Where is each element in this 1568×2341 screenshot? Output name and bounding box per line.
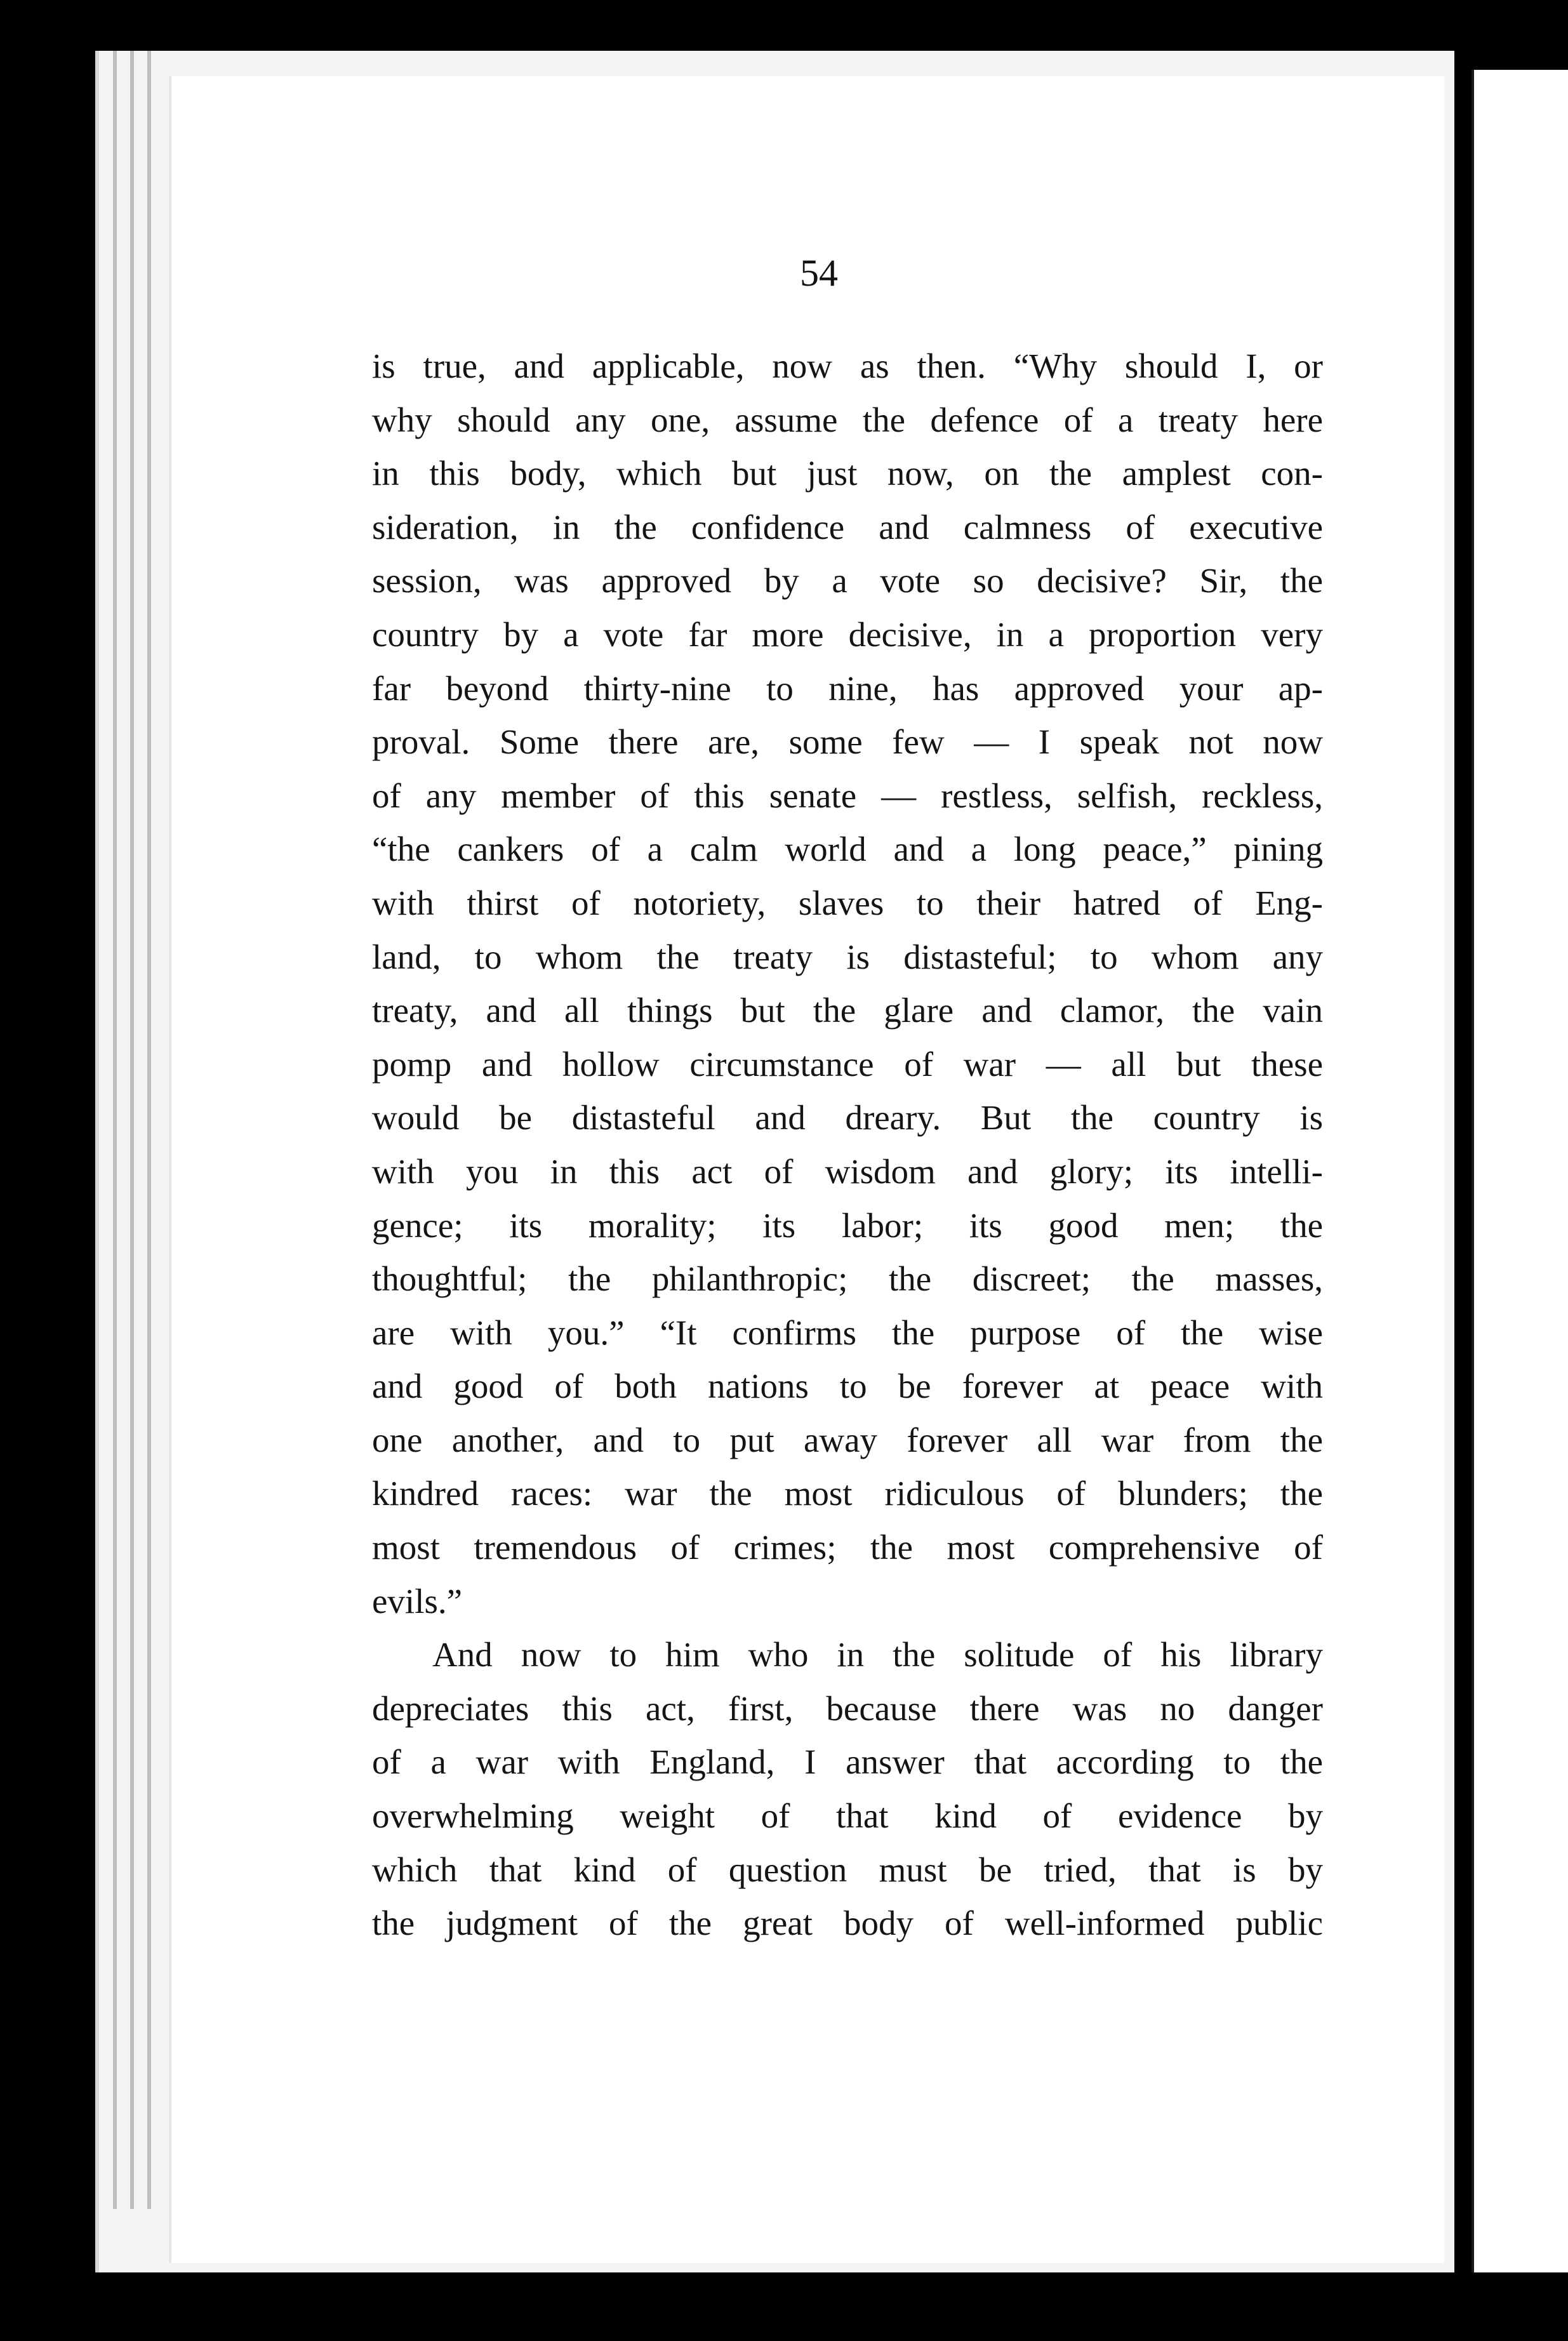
text-line: sideration, in the confidence and calmness of executive [372,507,1323,547]
text-line: kindred races: war the most ridiculous of blunders; the [372,1474,1323,1513]
text-line: why should any one, assume the defence of a treaty here [372,400,1323,439]
text-line: pomp and hollow circumstance of war — all but these [372,1044,1323,1084]
page-number: 54 [800,252,838,294]
text-line: of any member of this senate — restless, selfish, reckless, [372,776,1323,815]
text-line: are with you.” “It confirms the purpose of the wise [372,1313,1323,1352]
text-line: in this body, which but just now, on the amplest con- [372,454,1323,493]
page-edge-line [113,51,117,2209]
text-line: of a war with England, I answer that according to the [372,1742,1323,1782]
adjacent-page-edge [1472,70,1568,2272]
text-line: most tremendous of crimes; the most comprehensive of [372,1528,1323,1567]
text-line: one another, and to put away forever all war from the [372,1420,1323,1459]
text-line: would be distasteful and dreary. But the country is [372,1098,1323,1137]
text-line: is true, and applicable, now as then. “Why should I, or [372,347,1323,385]
text-line: treaty, and all things but the glare and clamor, the vain [372,991,1323,1030]
text-line: with thirst of notoriety, slaves to their hatred of Eng- [372,883,1323,922]
text-line: which that kind of question must be tried, that is by [372,1850,1323,1889]
text-line: far beyond thirty-nine to nine, has approved your ap- [372,668,1323,708]
text-line: session, was approved by a vote so decisive? Sir, the [372,561,1323,600]
text-line: And now to him who in the solitude of his library [432,1635,1323,1675]
page-edge-line [147,51,151,2209]
text-line: gence; its morality; its labor; its good men; the [372,1205,1323,1245]
page-edge-line [130,51,134,2209]
text-line: with you in this act of wisdom and glory; its intelli- [372,1151,1323,1191]
text-line: and good of both nations to be forever at peace with [372,1367,1323,1406]
text-line: country by a vote far more decisive, in a proportion very [372,614,1323,654]
text-line: evils.” [372,1581,463,1621]
text-line: the judgment of the great body of well-informed public [372,1904,1323,1943]
text-line: overwhelming weight of that kind of evidence by [372,1796,1323,1836]
text-line: proval. Some there are, some few — I speak not now [372,722,1323,762]
text-line: “the cankers of a calm world and a long peace,” pining [372,830,1323,869]
body-text [372,340,1323,1951]
text-line: depreciates this act, first, because there was no danger [372,1688,1323,1728]
text-line: land, to whom the treaty is distasteful; to whom any [372,937,1323,976]
text-line: thoughtful; the philanthropic; the discreet; the masses, [372,1259,1323,1299]
